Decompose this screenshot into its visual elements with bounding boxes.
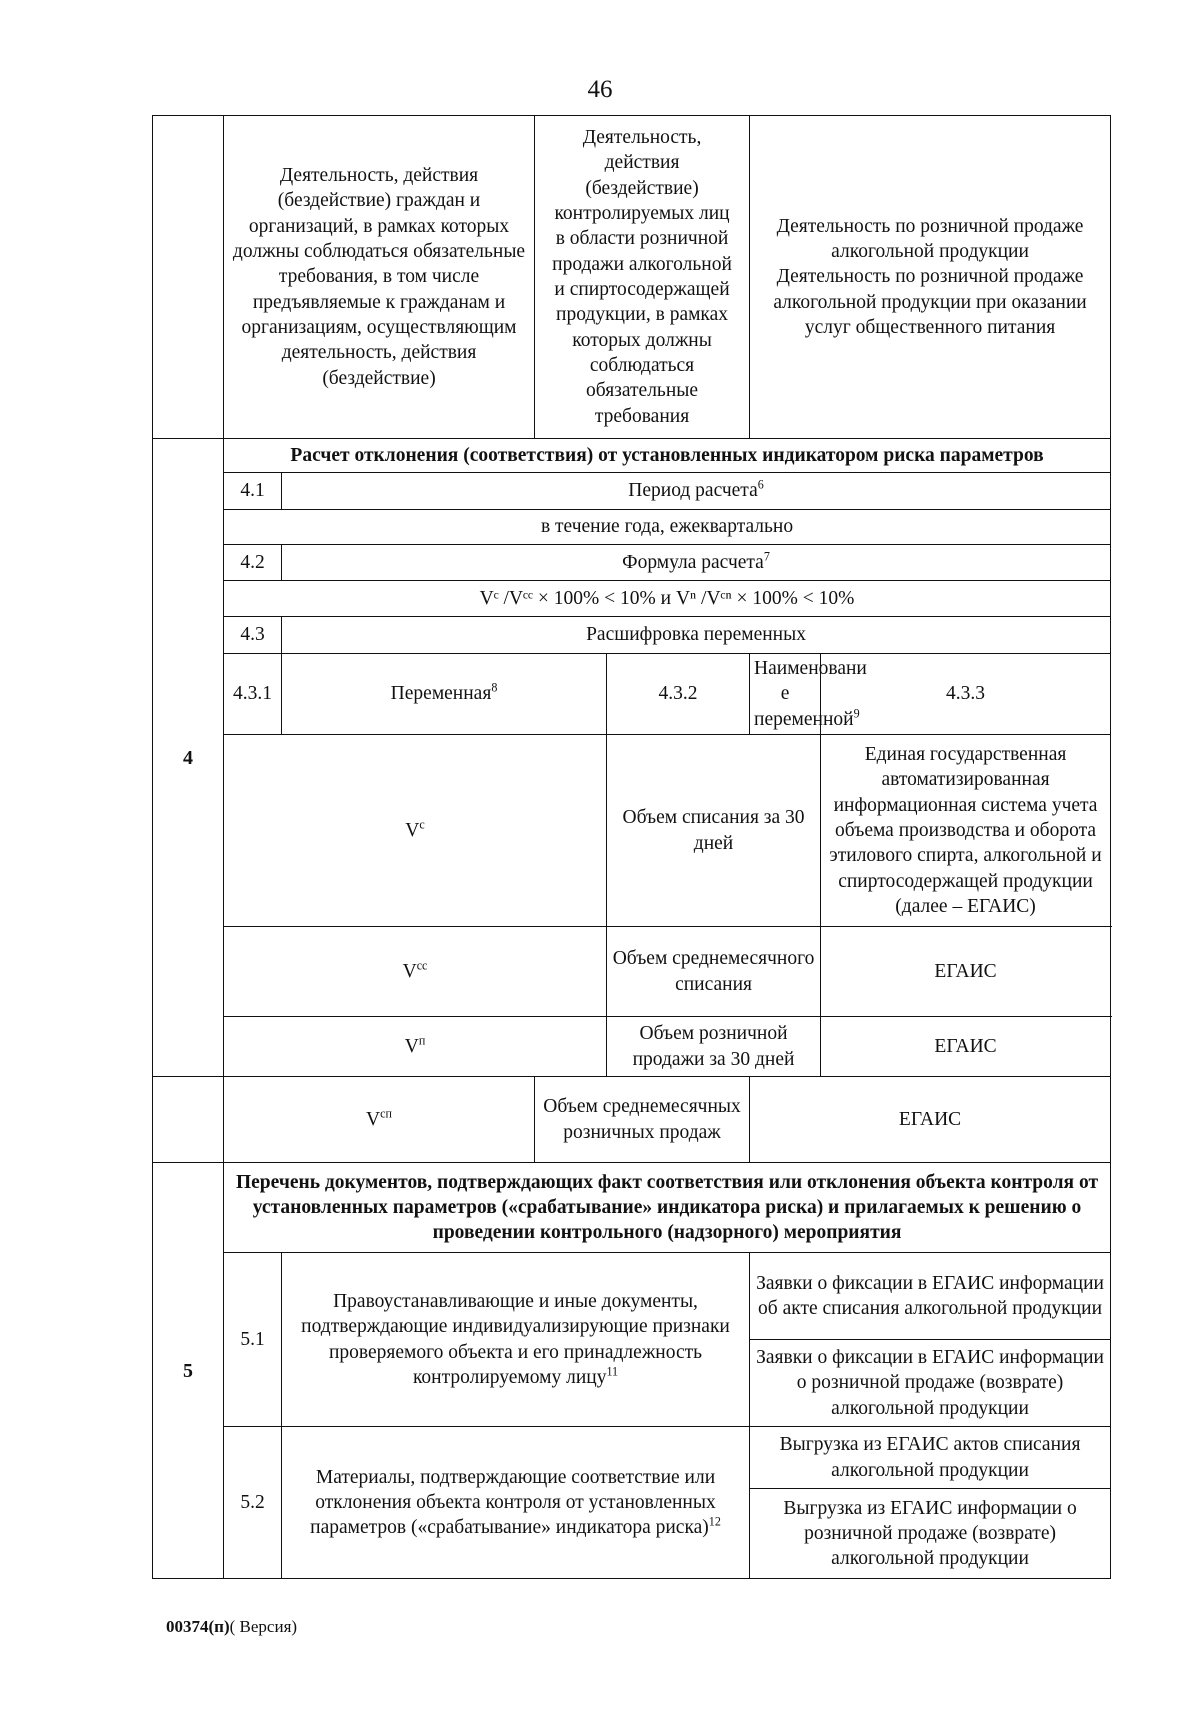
- row-5-1-document: Заявки о фиксации в ЕГАИС информации об акте списания алкогольной продукции: [750, 1253, 1111, 1340]
- row-5-1: [153, 1253, 1111, 1340]
- footnote-ref: 11: [606, 1364, 619, 1379]
- variable-row: [153, 1017, 1111, 1077]
- section5-header-row: [153, 1163, 1111, 1253]
- row-4-2: [153, 545, 1111, 581]
- variable-symbol: $V^п$: [224, 1017, 607, 1077]
- row-4-1: [153, 473, 1111, 510]
- row-5-1-number: 5.1: [224, 1253, 282, 1427]
- footnote-ref: 7: [763, 549, 770, 564]
- row-5-2-document: Выгрузка из ЕГАИС актов списания алкогольной продукции: [750, 1427, 1111, 1489]
- variable-row: [153, 1077, 1111, 1163]
- footnote-ref: 9: [853, 706, 860, 721]
- row-4-1-label: Период расчета$^6$: [282, 473, 1111, 510]
- formula: Vᶜ /Vᶜᶜ × 100% < 10% и Vⁿ /Vᶜⁿ × 100% < 10%: [224, 581, 1111, 617]
- variable-row: [153, 927, 1111, 1017]
- variable-symbol: $V^c$: [224, 735, 607, 927]
- variable-symbol: $V^{cп}$: [224, 1077, 535, 1163]
- activity-description-cell: Деятельность, действия (бездействие) граждан и организаций, в рамках которых должны соблюдаться обязательные требования, в том числе предъявляемые к гражданам и организациям, осуществляющим деятельность, действия (бездействие): [224, 116, 535, 439]
- sub-4-3-2-number: 4.3.2: [607, 654, 750, 735]
- sub-4-3-1-number: 4.3.1: [224, 654, 282, 735]
- section5-header: Перечень документов, подтверждающих факт соответствия или отклонения объекта контроля от установленных параметров («срабатывание» индикатора риска) и прилагаемых к решению о проведении контрольного (надзорного) мероприятия: [224, 1163, 1111, 1253]
- sub-4-3-3-number: 4.3.3: [821, 654, 1111, 735]
- row-4-2-number: 4.2: [224, 545, 282, 581]
- footnote-ref: 6: [757, 477, 764, 492]
- section4-header: Расчет отклонения (соответствия) от установленных индикатором риска параметров: [224, 439, 1111, 473]
- sub-4-3-1-header: Переменная$^8$: [282, 654, 607, 735]
- row-5-2: [153, 1427, 1111, 1489]
- footnote-ref: 8: [491, 680, 498, 695]
- activity-scope-cell: Деятельность, действия (бездействие) контролируемых лиц в области розничной продажи алкогольной и спиртосодержащей продукции, в рамках которых должны соблюдаться обязательные требования: [535, 116, 750, 439]
- footnote-ref: 12: [708, 1514, 721, 1529]
- section4-number: 4: [153, 439, 224, 1077]
- sub-4-3-2-header: Наименовани е переменной$^9$: [750, 654, 821, 735]
- variable-name: Объем списания за 30 дней: [607, 735, 821, 927]
- variable-source: ЕГАИС: [821, 1017, 1111, 1077]
- row-4-2-label: Формула расчета$^7$: [282, 545, 1111, 581]
- row-5-2-number: 5.2: [224, 1427, 282, 1579]
- row-4-3-number: 4.3: [224, 617, 282, 654]
- variable-name: Объем среднемесячного списания: [607, 927, 821, 1017]
- document-code: 00374(п): [166, 1617, 230, 1636]
- variable-source: Единая государственная автоматизированная информационная система учета объема производства и оборота этилового спирта, алкогольной и спиртосодержащей продукции (далее – ЕГАИС): [821, 735, 1111, 927]
- row-5-2-document: Выгрузка из ЕГАИС информации о розничной продаже (возврате) алкогольной продукции: [750, 1489, 1111, 1579]
- row-4-3-label: Расшифровка переменных: [282, 617, 1111, 654]
- period-value: в течение года, ежеквартально: [224, 510, 1111, 545]
- row-5-1-document: Заявки о фиксации в ЕГАИС информации о розничной продаже (возврате) алкогольной продукции: [750, 1340, 1111, 1427]
- formula-row: [153, 581, 1111, 617]
- section4-empty-cell: [153, 1077, 224, 1163]
- variable-name: Объем розничной продажи за 30 дней: [607, 1017, 821, 1077]
- variable-row: [153, 735, 1111, 927]
- period-value-row: [153, 510, 1111, 545]
- page-number: 46: [587, 76, 613, 103]
- variables-header-row: [153, 654, 1111, 735]
- variable-symbol: $V^{cc}$: [224, 927, 607, 1017]
- section4-header-row: [153, 439, 1111, 473]
- row-4-1-number: 4.1: [224, 473, 282, 510]
- document-version: ( Версия): [229, 1617, 298, 1636]
- activity-types-cell: Деятельность по розничной продаже алкогольной продукции Деятельность по розничной продаже алкогольной продукции при оказании услуг общественного питания: [750, 116, 1111, 439]
- variable-name: Объем среднемесячных розничных продаж: [535, 1077, 750, 1163]
- activity-empty-cell: [153, 116, 224, 439]
- row-4-3: [153, 617, 1111, 654]
- activity-row: [153, 116, 1111, 439]
- section5-number: 5: [153, 1163, 224, 1579]
- risk-indicator-table: [152, 115, 1111, 1579]
- variable-source: ЕГАИС: [821, 927, 1111, 1017]
- row-5-1-text: Правоустанавливающие и иные документы, подтверждающие индивидуализирующие признаки проверяемого объекта и его принадлежность контролируемому лицу$^{11}$: [282, 1253, 750, 1427]
- row-5-2-text: Материалы, подтверждающие соответствие или отклонения объекта контроля от установленных параметров («срабатывание» индикатора риска)$^{12}$: [282, 1427, 750, 1579]
- document-footer: [166, 1617, 297, 1637]
- variable-source: ЕГАИС: [750, 1077, 1111, 1163]
